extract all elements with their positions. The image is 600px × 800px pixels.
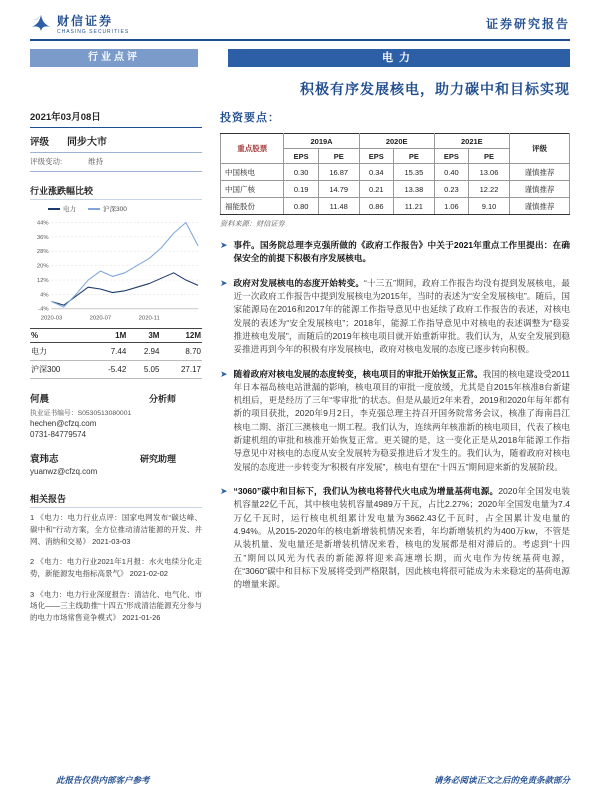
- related-report-num: 2: [30, 557, 35, 567]
- sidebar: [30, 109, 202, 632]
- related-report-item: [30, 589, 202, 624]
- stock-name: 中国广核: [221, 181, 284, 198]
- svg-text:-4%: -4%: [38, 306, 49, 313]
- header: [30, 10, 570, 36]
- stock-cell: 0.30: [284, 164, 318, 181]
- stocks-rating-header: 评级: [509, 134, 569, 164]
- rating-change-row: [30, 153, 202, 172]
- analyst-email: hechen@cfzq.com: [30, 419, 97, 429]
- related-report-item: [30, 512, 202, 547]
- table-row: [221, 181, 570, 198]
- stocks-year-header: 2019A: [284, 134, 359, 149]
- table-source: 资料来源：财信证券: [220, 219, 285, 228]
- svg-text:44%: 44%: [36, 220, 49, 227]
- arrow-bullet-icon: ➤: [220, 277, 228, 288]
- bullet-point: [220, 277, 570, 357]
- perf-cell: 8.70: [160, 343, 202, 361]
- bullet-point: [220, 368, 570, 475]
- legend-label-index: 沪深300: [103, 206, 127, 213]
- footer-right-disclaimer: 请务必阅读正文之后的免责条款部分: [433, 775, 570, 785]
- report-date: 2021年03月08日: [30, 109, 202, 128]
- brand-name-en: CHASING SECURITIES: [57, 28, 130, 35]
- analyst-cert: 执业证书编号：S0530513080001: [30, 410, 132, 418]
- rating-change-value: 维持: [88, 157, 104, 166]
- banner-report-category: 行业点评: [30, 49, 198, 67]
- related-report-date: 2021-02-02: [129, 568, 168, 578]
- stock-cell: 14.79: [318, 181, 359, 198]
- rating-change-label: 评级变动:: [30, 157, 63, 166]
- stock-cell: 0.19: [284, 181, 318, 198]
- brand-logo-icon: [30, 12, 52, 34]
- bullet-point: [220, 239, 570, 266]
- perf-header: 3M: [127, 329, 160, 343]
- table-row: [221, 164, 570, 181]
- perf-header: 1M: [89, 329, 127, 343]
- report-title: 积极有序发展核电，助力碳中和目标实现: [300, 81, 570, 97]
- stocks-sub-header: EPS: [359, 149, 393, 164]
- assistant-role: 研究助理: [139, 454, 176, 465]
- perf-cell: 沪深300: [30, 361, 89, 379]
- stock-cell: 12.22: [469, 181, 510, 198]
- related-report-item: [30, 556, 202, 579]
- brand-logo: [30, 12, 129, 35]
- stock-cell: 9.10: [469, 198, 510, 215]
- point-text: “十三五”期间，政府工作报告均没有提到发展核电，最近一次政府工作报告中提到发展核电为2015年，当时的表述为“安全发展核电”。随后，国家能源局在2016和2017年的能源工作指导意见中也延续了政府工作报告的表述，对核电发展的表述为“安全发展核电”；2018年，能源工作指导意见中对核电的表述调整为“稳妥推进核电发展”，而随后的2019年核电项目就开始重新审批。我们认为，从安全发展到稳妥推进再到今年的积极有序发展核电，政府对核电发展的态度已逐步转向积极。: [233, 277, 570, 355]
- rating-label: 评级: [30, 137, 50, 148]
- point-lead: 随着政府对核电发展的态度转变，核电项目的审批开始恢复正常。: [233, 368, 483, 379]
- svg-text:4%: 4%: [40, 292, 49, 299]
- stock-cell: 15.35: [393, 164, 434, 181]
- header-rule: [30, 39, 570, 41]
- stock-cell: 13.38: [393, 181, 434, 198]
- stocks-sub-header: PE: [318, 149, 359, 164]
- stock-cell: 0.86: [359, 198, 393, 215]
- main-content: [220, 109, 570, 632]
- svg-text:36%: 36%: [36, 234, 49, 241]
- key-stocks-table: [220, 133, 570, 215]
- svg-text:2020-03: 2020-03: [40, 315, 63, 322]
- point-lead: “3060”碳中和目标下，我们认为核电将替代火电成为增量基荷电源。: [233, 486, 499, 496]
- legend-item-index: [88, 204, 127, 213]
- stock-rating: 谨慎推荐: [509, 198, 569, 215]
- svg-text:12%: 12%: [36, 277, 49, 284]
- arrow-bullet-icon: ➤: [220, 486, 228, 496]
- related-report-date: 2021-03-03: [92, 536, 131, 546]
- bullet-point: [220, 485, 570, 592]
- stock-rating: 谨慎推荐: [509, 181, 569, 198]
- assistant-email: yuanwz@cfzq.com: [30, 467, 98, 477]
- arrow-bullet-icon: ➤: [220, 240, 228, 250]
- report-type-label: 证券研究报告: [485, 16, 570, 31]
- legend-item-power: [48, 204, 76, 213]
- analyst-phone: 0731-84779574: [30, 430, 87, 440]
- stocks-sub-header: PE: [393, 149, 434, 164]
- stock-cell: 0.34: [359, 164, 393, 181]
- arrow-bullet-icon: ➤: [220, 368, 228, 379]
- point-lead: 政府对发展核电的态度开始转变。: [233, 277, 365, 288]
- table-row: [30, 343, 202, 361]
- stock-cell: 0.21: [359, 181, 393, 198]
- analyst-name: 何晨: [30, 394, 50, 406]
- analyst-role: 分析师: [148, 394, 176, 405]
- point-text: 我国的核电建设受2011年日本福岛核电站泄漏的影响，核电项目的审批一度放缓，尤其是自2015年核准8台新建机组后，更是经历了三年“零审批”的状态。但是从最近2年来看，2019和2020年每年都有新的项目获批，2020年9月2日，李克强总理主持召开国务院常务会议，核准了海南昌江核电二期、浙江三澳核电一期工程。我们认为，连续两年核准新的核电项目，代表了核电新建机组的审批和核准开始恢复正常。更关键的是，这一变化正是从2018年能源工作指导意见中对核电的态度从安全发展转为稳妥推进后才发生的。我们认为，随着政府对核电发展的态度进一步转变为“积极有序发展”，核电有望在“十四五”期间迎来新的发展阶段。: [233, 368, 571, 472]
- footer-left-disclaimer: 此报告仅供内部客户参考: [56, 775, 150, 785]
- stock-rating: 谨慎推荐: [509, 164, 569, 181]
- related-reports-heading: 相关报告: [30, 492, 202, 508]
- stock-cell: 11.21: [393, 198, 434, 215]
- perf-cell: 5.05: [127, 361, 160, 379]
- stocks-group-label: 重点股票: [221, 134, 284, 164]
- chart-legend: [30, 204, 202, 213]
- brand-name-cn: 财信证券: [57, 13, 114, 28]
- svg-text:2020-11: 2020-11: [138, 315, 160, 322]
- rating-value: 同步大市: [67, 137, 108, 148]
- table-row: [30, 361, 202, 379]
- page-footer: [30, 774, 570, 786]
- legend-label-power: 电力: [63, 206, 76, 213]
- stock-name: 中国核电: [221, 164, 284, 181]
- perf-cell: 27.17: [160, 361, 202, 379]
- related-report-text: 《电力：电力行业深度报告：清洁化、电气化、市场化——三主线助推“十四五”形成清洁能源充分参与的电力市场常售竞争模式》: [30, 589, 202, 622]
- investment-points-heading: 投资要点：: [220, 112, 280, 124]
- performance-chart: [30, 204, 202, 322]
- stock-cell: 0.23: [434, 181, 468, 198]
- perf-cell: 7.44: [89, 343, 127, 361]
- banner-industry: 电力: [228, 49, 570, 67]
- svg-text:28%: 28%: [36, 249, 49, 256]
- point-lead: 事件。国务院总理李克强所做的《政府工作报告》中关于2021年重点工作里提出：在确保安全的前提下积极有序发展核电。: [233, 240, 570, 264]
- stock-cell: 13.06: [469, 164, 510, 181]
- svg-text:20%: 20%: [36, 263, 49, 270]
- legend-swatch-index: [88, 208, 100, 210]
- chart-heading: 行业涨跌幅比较: [30, 184, 202, 200]
- svg-text:2020-07: 2020-07: [89, 315, 112, 322]
- performance-table: [30, 328, 202, 379]
- perf-cell: 电力: [30, 343, 89, 361]
- assistant-name: 袁玮志: [30, 454, 59, 466]
- assistant-block: [30, 451, 202, 476]
- related-report-date: 2021-01-26: [122, 612, 161, 622]
- perf-header: %: [30, 329, 89, 343]
- related-report-num: 1: [30, 513, 35, 523]
- stocks-year-header: 2020E: [359, 134, 434, 149]
- perf-header: 12M: [160, 329, 202, 343]
- stocks-sub-header: EPS: [434, 149, 468, 164]
- perf-cell: -5.42: [89, 361, 127, 379]
- perf-cell: 2.94: [127, 343, 160, 361]
- related-report-text: 《电力：电力行业2021年1月报：水火电续分化走势，新能源发电指标高景气》: [30, 557, 202, 578]
- stocks-sub-header: EPS: [284, 149, 318, 164]
- banner-row: [30, 49, 570, 67]
- stocks-year-header: 2021E: [434, 134, 509, 149]
- stock-cell: 11.48: [318, 198, 359, 215]
- related-report-num: 3: [30, 589, 35, 599]
- stock-cell: 0.40: [434, 164, 468, 181]
- stocks-sub-header: PE: [469, 149, 510, 164]
- analyst-block: [30, 391, 202, 439]
- stock-cell: 16.87: [318, 164, 359, 181]
- rating-row: [30, 128, 202, 153]
- stock-cell: 0.80: [284, 198, 318, 215]
- related-report-text: 《电力：电力行业点评：国家电网发布“碳达峰、碳中和”行动方案，全方位推动清洁能源的开发、并网、消纳和交易》: [30, 513, 203, 546]
- table-row: [221, 198, 570, 215]
- line-chart: [30, 213, 202, 322]
- legend-swatch-power: [48, 208, 60, 210]
- stock-cell: 1.06: [434, 198, 468, 215]
- point-text: 2020年全国发电装机容量22亿千瓦，其中核电装机容量4989万千瓦，占比2.27%；2020年全国发电量为7.4万亿千瓦时，运行核电机组累计发电量为3662.43亿千瓦时，占全国累计发电量的4.94%。从2015-2020年的核电新增装机情况来看，年均新增装机约为400万kw，不管是从装机量、发电量还是新增装机情况来看，核电的发展都是相对滞后的。考虑到“十四五”期间以风光为代表的新能源将迎来高速增长期，而火电作为传统基荷电源，在“3060”碳中和目标下发展将受到严格限制，因此核电将很可能成为未来稳定的基荷电源的增量来源。: [233, 486, 570, 590]
- stock-name: 福能股份: [221, 198, 284, 215]
